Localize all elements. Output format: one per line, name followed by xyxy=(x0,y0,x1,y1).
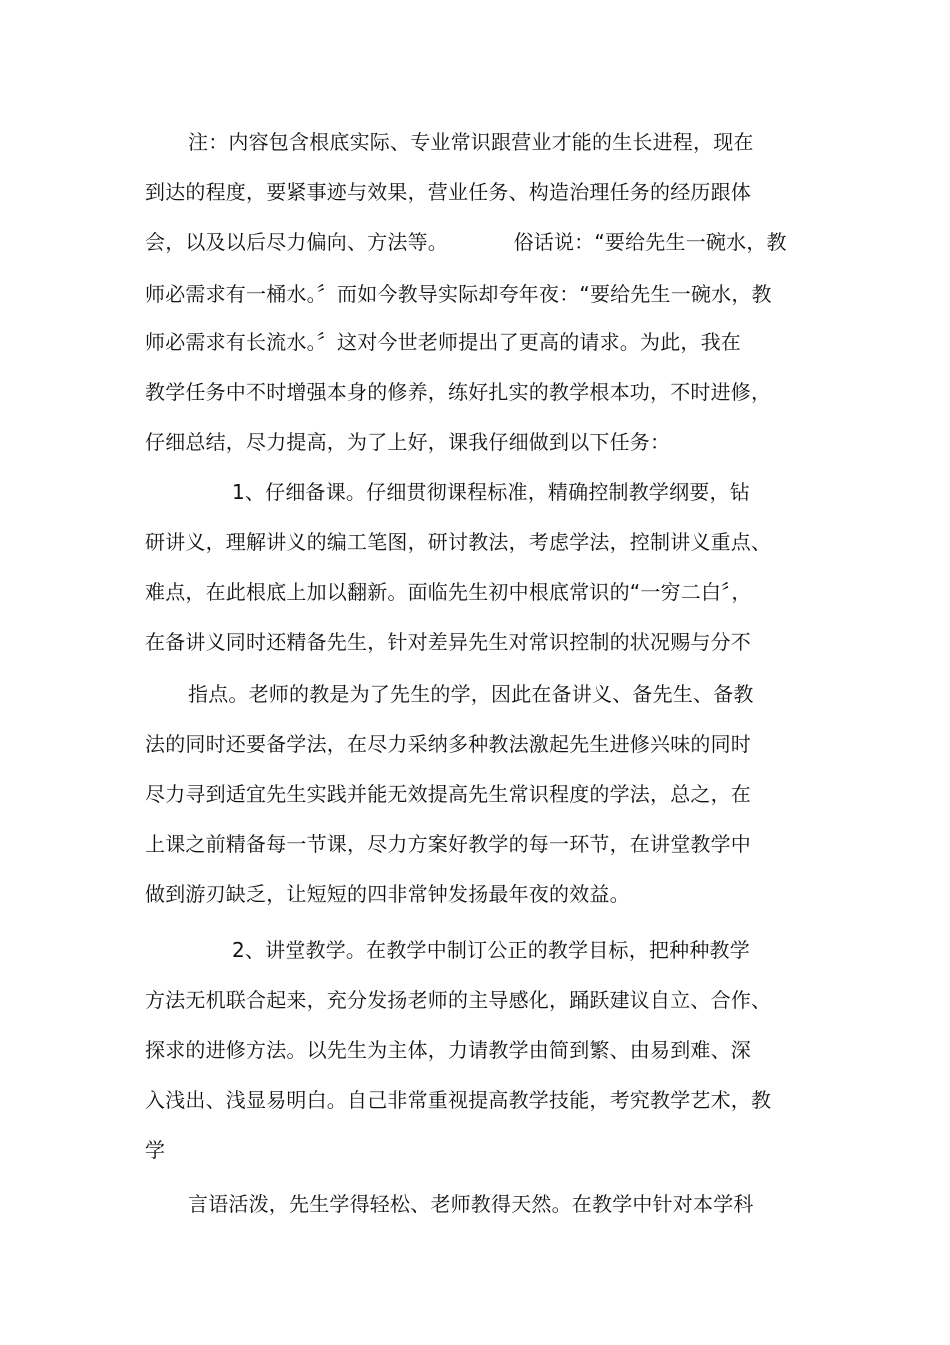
text-line-13: 法的同时还要备学法，在尽力采纳多种教法激起先生进修兴味的同时 xyxy=(145,732,751,756)
text-line-19: 探求的进修方法。以先生为主体，力请教学由简到繁、由易到难、深 xyxy=(145,1038,751,1062)
text-line-17: 2、讲堂教学。在教学中制订公正的教学目标，把种种教学 xyxy=(232,938,750,962)
text-line-7: 仔细总结，尽力提高，为了上好，课我仔细做到以下任务： xyxy=(145,430,671,454)
text-line-14: 尽力寻到适宜先生实践并能无效提高先生常识程度的学法，总之，在 xyxy=(145,782,751,806)
text-line-6: 教学任务中不时增强本身的修养，练好扎实的教学根本功，不时进修， xyxy=(145,380,772,404)
text-line-12: 指点。老师的教是为了先生的学，因此在备讲义、备先生、备教 xyxy=(188,682,754,706)
text-line-15: 上课之前精备每一节课，尽力方案好教学的每一环节，在讲堂教学中 xyxy=(145,832,751,856)
text-line-18: 方法无机联合起来，充分发扬老师的主导感化，踊跃建议自立、合作、 xyxy=(145,988,772,1012)
text-line-8: 1、仔细备课。仔细贯彻课程标准，精确控制教学纲要，钻 xyxy=(232,480,750,504)
text-line-2: 到达的程度，要紧事迹与效果，营业任务、构造治理任务的经历跟体 xyxy=(145,180,751,204)
text-line-16: 做到游刃缺乏，让短短的四非常钟发扬最年夜的效益。 xyxy=(145,882,630,906)
text-line-10: 难点，在此根底上加以翻新。面临先生初中根底常识的“一穷二白〞， xyxy=(145,580,752,604)
text-line-3: 会，以及以后尽力偏向、方法等。 俗话说：“要给先生一碗水，教 xyxy=(145,230,787,254)
text-line-22: 言语活泼，先生学得轻松、老师教得天然。在教学中针对本学科 xyxy=(188,1192,754,1216)
text-line-5: 师必需求有长流水。〞这对今世老师提出了更高的请求。为此，我在 xyxy=(145,330,741,354)
text-line-20: 入浅出、浅显易明白。自己非常重视提高教学技能，考究教学艺术，教 xyxy=(145,1088,772,1112)
text-line-21: 学 xyxy=(145,1138,166,1162)
text-line-4: 师必需求有一桶水。〞而如今教导实际却夸年夜：“要给先生一碗水，教 xyxy=(145,282,772,306)
text-line-1: 注：内容包含根底实际、专业常识跟营业才能的生长进程，现在 xyxy=(188,130,754,154)
text-line-11: 在备讲义同时还精备先生，针对差异先生对常识控制的状况赐与分不 xyxy=(145,630,751,654)
text-line-9: 研讲义，理解讲义的编工笔图，研讨教法，考虑学法，控制讲义重点、 xyxy=(145,530,772,554)
